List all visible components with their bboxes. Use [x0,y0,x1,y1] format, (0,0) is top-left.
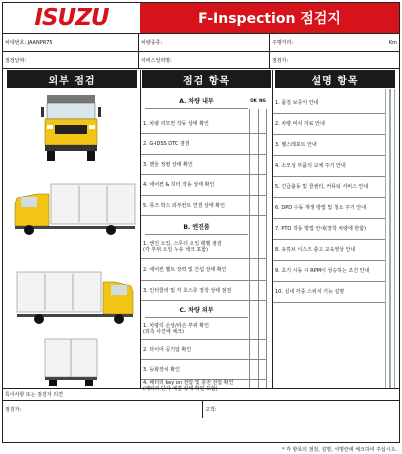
item-label: 7. PTO 작동 방법 안내(장착 차량에 한함) [275,226,367,232]
item-label: 3. 인터쿨러 및 각 호스류 장착 상태 점검 [143,287,232,294]
item-label: 6. DPD 수동 재생 방법 및 청소 주기 안내 [275,205,366,211]
vin-field[interactable] [3,34,139,51]
list-item[interactable] [273,177,385,198]
check-column[interactable] [390,89,395,388]
info-row-1 [3,33,399,51]
list-item[interactable] [273,198,385,219]
remarks-field[interactable] [3,388,399,400]
page-title: F-Inspection 점검지 [140,3,399,33]
item-label: 2. 차량 비치 자료 안내 [275,121,325,127]
list-item[interactable] [273,156,385,177]
truck-right-side-icon [17,272,137,327]
remarks-label: 특이사항 또는 점검자 의견 [5,392,63,398]
customer-signature-field[interactable] [203,401,399,418]
info-row-2 [3,51,399,69]
odo-label: 주행거리: [272,40,294,46]
inspector-signature-field[interactable] [3,401,203,418]
odometer-field[interactable] [270,34,399,51]
inspector-label: 점검자: [272,57,289,64]
dealer-label: 서비스딜러명: [141,57,172,64]
group-a-title: A. 차량 내부 [145,92,248,109]
item-label: 1. 차량의 손상/파손 부위 확인 (외측 사진에 체크) [143,322,209,335]
item-label: 8. 유튜브 이스즈 출고 교육영상 안내 [275,247,356,253]
model-label: 차량종류: [141,40,163,46]
item-label: 9. 초기 시동 시 RPM이 상승하는 조건 안내 [275,268,370,274]
group-b-title: B. 엔진룸 [145,218,248,235]
inspection-items [141,89,272,392]
odo-unit: Km [388,39,397,46]
item-label: 5. 퓨즈 박스 외부컨트 연결 상태 확인 [143,202,225,209]
ok-checkbox-column[interactable] [249,109,258,388]
item-label: 1. 차량 리모컨 작동 상태 확인 [143,120,209,127]
explain-header: 설명 항목 [275,70,395,88]
item-label: 10. 실내 각종 스위치 기능 설명 [275,289,345,295]
item-label: 3. 핸들 정렬 상태 확인 [143,161,193,168]
exterior-diagram[interactable] [3,89,140,388]
logo-text: ISUZU [34,5,109,31]
footer-note: * 각 항목의 점검, 설명, 서명란에 체크하여 주십시오. [282,447,397,453]
inspection-sheet [2,2,400,443]
list-item[interactable] [273,261,385,282]
list-item[interactable] [273,93,385,114]
item-label: 4. 소모성 부품의 교체 주기 안내 [275,163,346,169]
list-item[interactable] [273,135,385,156]
explanation-items [273,89,399,388]
list-item[interactable] [273,114,385,135]
item-label: 2. G-IDSS DTC 점검 [143,141,190,147]
signature-row [3,400,399,418]
item-label: 1. 엔진 오일, 스무더 오일 레벨 점검 (각 부위 오일 누유 체크 포함) [143,240,222,253]
items-header: 점검 항목 [142,70,271,88]
item-label: 3. 등화장치 확인 [143,366,180,373]
isuzu-logo [3,3,140,33]
date-label: 점검날짜: [5,57,27,64]
item-label: 3. 헬스레포트 안내 [275,142,317,148]
item-label: 4. 배터리 key on 전압 및 충전 전압 확인 (배터리 단자 체결 상태 확인 포함) [143,380,234,392]
item-label: 2. 타이어 공기압 확인 [143,346,192,353]
ng-checkbox-column[interactable] [258,109,267,388]
list-item[interactable] [273,282,385,303]
date-field[interactable] [3,52,139,68]
exterior-header: 외부 점검 [7,70,137,88]
item-label: 1. 품질 보증서 안내 [275,100,319,106]
truck-left-side-icon [11,184,136,236]
vin-label: 차대번호: JAANPR75 [5,40,53,46]
model-field[interactable] [139,34,270,51]
list-item[interactable] [273,240,385,261]
group-c-title: C. 차량 외부 [145,301,248,318]
ok-header: OK [250,98,257,103]
inspector-field[interactable] [270,52,399,68]
dealer-field[interactable] [139,52,270,68]
header [3,3,399,33]
ng-header: NG [259,98,266,103]
truck-rear-icon [43,339,99,387]
truck-front-icon [41,95,101,165]
customer-signature-label: 고객: [205,407,217,413]
inspector-signature-label: 점검자: [5,407,22,413]
item-label: 4. 에어컨 & 히터 작동 상태 확인 [143,182,215,188]
item-label: 2. 에어컨 벨트 장력 및 간섭 상태 확인 [143,266,227,273]
list-item[interactable] [273,219,385,240]
item-label: 5. 긴급출동 및 콜센터, 커뮤티 서비스 안내 [275,184,369,190]
